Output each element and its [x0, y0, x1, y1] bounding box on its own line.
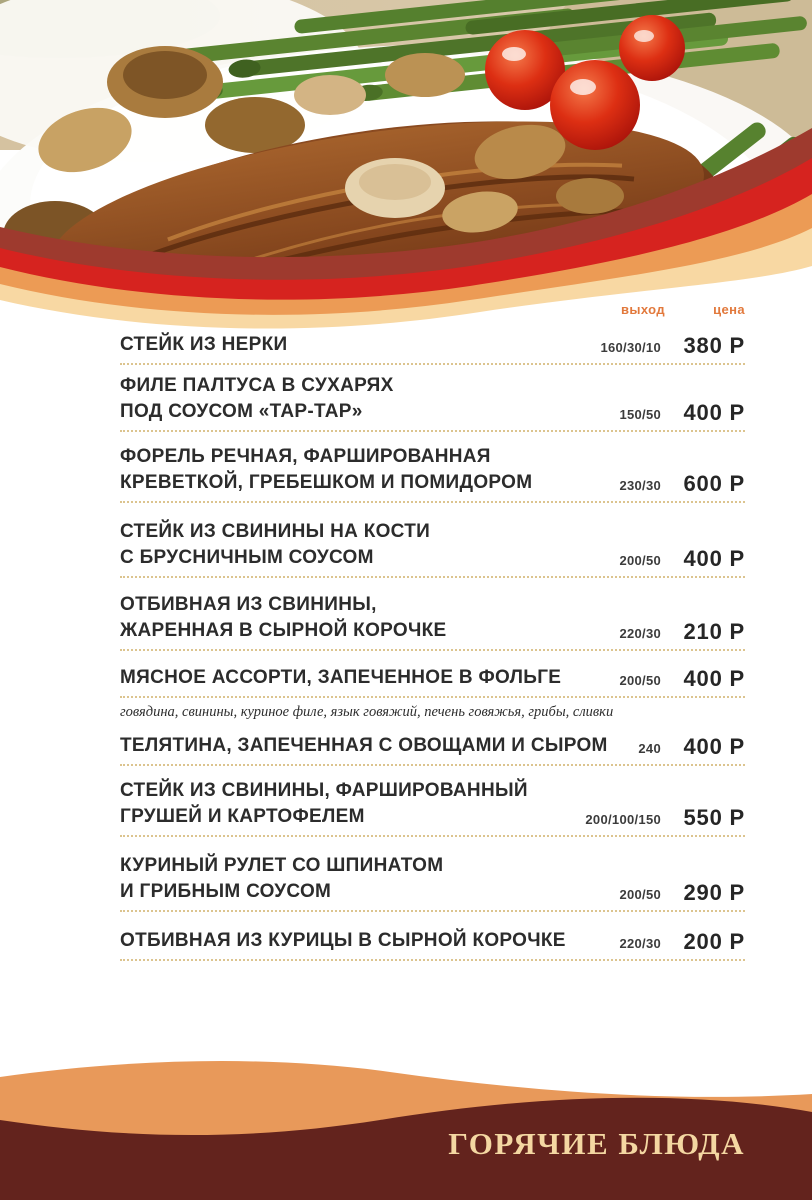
menu-item-price: 400 Р	[683, 666, 745, 691]
menu-item-portion: 220/30	[619, 936, 661, 951]
menu-item-price: 600 Р	[683, 471, 745, 496]
menu-item-name: МЯСНОЕ АССОРТИ, ЗАПЕЧЕННОЕ В ФОЛЬГЕ	[120, 667, 562, 688]
portion-column-header: выход	[620, 302, 665, 317]
menu-item-name: СТЕЙК ИЗ НЕРКИ	[120, 334, 288, 355]
menu-item	[120, 778, 745, 837]
menu-item-price: 210 Р	[683, 619, 745, 644]
menu-item-name: КУРИНЫЙ РУЛЕТ СО ШПИНАТОМ	[120, 855, 444, 876]
menu-item-name-line2: С БРУСНИЧНЫМ СОУСОМ	[120, 547, 374, 568]
menu-item-name: ФОРЕЛЬ РЕЧНАЯ, ФАРШИРОВАННАЯ	[120, 446, 491, 467]
menu-item	[120, 444, 745, 503]
menu-item	[120, 853, 745, 912]
footer-banner	[0, 1050, 812, 1200]
menu-item-name: СТЕЙК ИЗ СВИНИНЫ, ФАРШИРОВАННЫЙ	[120, 780, 528, 801]
menu-item-portion: 150/50	[619, 407, 661, 422]
menu-item-portion: 230/30	[619, 478, 661, 493]
menu-item	[120, 665, 745, 721]
menu-item-ingredients: говядина, свинины, куриное филе, язык говяжий, печень говяжья, грибы, сливки	[120, 704, 614, 720]
menu-item-name: ТЕЛЯТИНА, ЗАПЕЧЕННАЯ С ОВОЩАМИ И СЫРОМ	[120, 735, 608, 756]
menu-item	[120, 332, 745, 365]
menu-item	[120, 928, 745, 961]
menu-item-portion: 200/100/150	[585, 812, 661, 827]
menu-item-price: 290 Р	[683, 880, 745, 905]
menu-item-name-line2: ПОД СОУСОМ «ТАР-ТАР»	[120, 401, 363, 422]
menu-item	[120, 592, 745, 651]
menu-item-name: СТЕЙК ИЗ СВИНИНЫ НА КОСТИ	[120, 521, 431, 542]
menu-item-name: ОТБИВНАЯ ИЗ КУРИЦЫ В СЫРНОЙ КОРОЧКЕ	[120, 930, 566, 951]
menu-item-portion: 220/30	[619, 626, 661, 641]
menu-item-name-line2: ЖАРЕННАЯ В СЫРНОЙ КОРОЧКЕ	[120, 620, 447, 641]
menu-item-price: 400 Р	[683, 734, 745, 759]
section-title: ГОРЯЧИЕ БЛЮДА	[448, 1126, 745, 1161]
menu-item-portion: 200/50	[619, 887, 661, 902]
menu-item-portion: 200/50	[619, 553, 661, 568]
menu-list	[0, 302, 812, 961]
menu-item	[120, 733, 745, 766]
menu-item-name: ФИЛЕ ПАЛТУСА В СУХАРЯХ	[120, 375, 394, 396]
menu-item-price: 380 Р	[683, 333, 745, 358]
menu-item-name-line2: И ГРИБНЫМ СОУСОМ	[120, 881, 332, 902]
menu-item-price: 550 Р	[683, 805, 745, 830]
menu-item-portion: 200/50	[619, 673, 661, 688]
menu-item-name: ОТБИВНАЯ ИЗ СВИНИНЫ,	[120, 594, 377, 615]
menu-item	[120, 373, 745, 432]
price-column-header: цена	[713, 302, 745, 317]
menu-item-portion: 240	[638, 741, 661, 756]
menu-item-portion: 160/30/10	[600, 340, 661, 355]
column-headers	[120, 302, 745, 320]
menu-item	[120, 519, 745, 578]
menu-item-price: 400 Р	[683, 546, 745, 571]
menu-item-price: 200 Р	[683, 929, 745, 954]
menu-item-name-line2: ГРУШЕЙ И КАРТОФЕЛЕМ	[120, 806, 365, 827]
footer-wave	[0, 1050, 812, 1200]
menu-item-name-line2: КРЕВЕТКОЙ, ГРЕБЕШКОМ И ПОМИДОРОМ	[120, 472, 533, 493]
menu-item-price: 400 Р	[683, 400, 745, 425]
